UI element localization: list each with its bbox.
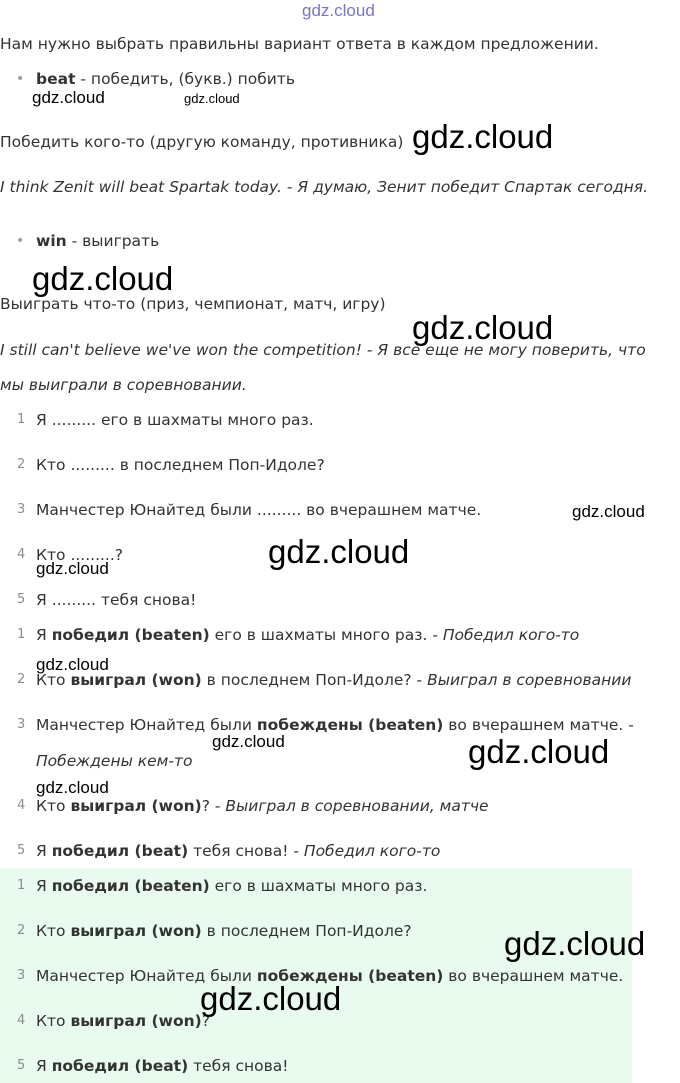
text-part: Я <box>36 1057 52 1075</box>
answer-word: выиграл (won) <box>70 671 202 689</box>
watermark: gdz.cloud <box>212 732 285 751</box>
list-item: Я ......... его в шахматы много раз. <box>36 411 314 429</box>
text-part: во вчерашнем матче. <box>443 967 624 985</box>
vocab-translation: - выиграть <box>66 232 160 250</box>
text-part: Я <box>36 842 52 860</box>
text-part: Манчестер Юнайтед были <box>36 967 257 985</box>
answer-word: победил (beaten) <box>51 626 210 644</box>
watermark: gdz.cloud <box>36 655 109 674</box>
list-number: 2 <box>17 457 26 472</box>
list-number: 5 <box>17 592 26 607</box>
watermark: gdz.cloud <box>412 118 554 155</box>
answer-word: выиграл (won) <box>70 1012 202 1030</box>
list-item <box>36 669 631 691</box>
watermark-top: gdz.cloud <box>302 1 375 20</box>
list-number: 1 <box>17 878 26 893</box>
vocab-word: beat <box>36 70 76 88</box>
list-item-continuation <box>36 750 192 772</box>
text-part: его в шахматы много раз. - <box>209 626 443 644</box>
list-item: Кто .........? <box>36 546 124 564</box>
vocab-item-win <box>36 230 159 252</box>
watermark: gdz.cloud <box>572 502 645 521</box>
vocab-example-line1: I still can't believe we've won the competition! - Я все еще не могу поверить, что <box>0 341 646 359</box>
vocab-example: I think Zenit will beat Spartak today. - Я думаю, Зенит победит Спартак сегодня. <box>0 178 649 196</box>
watermark: gdz.cloud <box>468 733 610 770</box>
watermark: gdz.cloud <box>32 260 174 297</box>
text-part: тебя снова! - <box>188 842 304 860</box>
vocab-word: win <box>36 232 67 250</box>
list-item <box>36 840 440 862</box>
watermark: gdz.cloud <box>32 88 105 107</box>
list-number: 3 <box>17 717 26 732</box>
answer-word: победил (beat) <box>51 1057 189 1075</box>
text-part: Я <box>36 877 52 895</box>
answer-word: выиграл (won) <box>70 797 202 815</box>
answer-word: побеждены (beaten) <box>256 716 444 734</box>
answer-word: победил (beaten) <box>51 877 210 895</box>
explanation-note: Побеждены кем-то <box>36 752 193 770</box>
list-number: 2 <box>17 672 26 687</box>
answer-item <box>36 875 427 897</box>
text-part: в последнем Поп-Идоле? <box>201 922 412 940</box>
watermark: gdz.cloud <box>184 91 240 106</box>
watermark: gdz.cloud <box>504 925 646 962</box>
answer-item <box>36 920 412 942</box>
watermark: gdz.cloud <box>36 778 109 797</box>
watermark: gdz.cloud <box>200 980 342 1017</box>
bullet-dot: • <box>16 233 25 249</box>
list-number: 5 <box>17 843 26 858</box>
answer-item <box>36 1010 210 1032</box>
list-item <box>36 624 579 646</box>
text-part: ? - <box>201 797 226 815</box>
text-part: Манчестер Юнайтед были <box>36 716 257 734</box>
text-part: Я <box>36 626 52 644</box>
list-number: 4 <box>17 1013 26 1028</box>
vocab-translation: - победить, (букв.) побить <box>75 70 296 88</box>
list-number: 3 <box>17 502 26 517</box>
list-number: 2 <box>17 923 26 938</box>
text-part: тебя снова! <box>188 1057 289 1075</box>
answer-word: победил (beat) <box>51 842 189 860</box>
answer-word: выиграл (won) <box>70 922 202 940</box>
answer-word: побеждены (beaten) <box>256 967 444 985</box>
list-item: Манчестер Юнайтед были ......... во вчерашнем матче. <box>36 501 482 519</box>
list-item: Я ......... тебя снова! <box>36 591 197 609</box>
explanation-note: Победил кого-то <box>442 626 580 644</box>
text-part: во вчерашнем матче. - <box>443 716 634 734</box>
vocab-example-line2: мы выиграли в соревновании. <box>0 376 247 394</box>
explanation-note: Выиграл в соревновании <box>427 671 632 689</box>
intro-text: Нам нужно выбрать правильны вариант ответа в каждом предложении. <box>0 35 599 53</box>
text-part: Кто <box>36 922 71 940</box>
explanation-note: Победил кого-то <box>303 842 441 860</box>
list-number: 3 <box>17 968 26 983</box>
text-part: ? <box>201 1012 210 1030</box>
watermark: gdz.cloud <box>412 309 554 346</box>
list-number: 4 <box>17 798 26 813</box>
text-part: Кто <box>36 671 71 689</box>
text-part: Кто <box>36 797 71 815</box>
watermark: gdz.cloud <box>36 559 109 578</box>
list-number: 4 <box>17 547 26 562</box>
list-number: 1 <box>17 412 26 427</box>
list-item <box>36 795 489 817</box>
list-item: Кто ......... в последнем Поп-Идоле? <box>36 456 325 474</box>
explanation-note: Выиграл в соревновании, матче <box>225 797 489 815</box>
vocab-item-beat <box>36 68 295 90</box>
vocab-usage: Выиграть что-то (приз, чемпионат, матч, игру) <box>0 295 386 313</box>
list-number: 1 <box>17 627 26 642</box>
answer-item <box>36 1055 288 1077</box>
list-number: 5 <box>17 1058 26 1073</box>
bullet-dot: • <box>16 71 25 87</box>
text-part: его в шахматы много раз. <box>209 877 428 895</box>
text-part: в последнем Поп-Идоле? - <box>201 671 428 689</box>
watermark: gdz.cloud <box>268 533 410 570</box>
vocab-usage: Победить кого-то (другую команду, противника) <box>0 133 404 151</box>
text-part: Кто <box>36 1012 71 1030</box>
